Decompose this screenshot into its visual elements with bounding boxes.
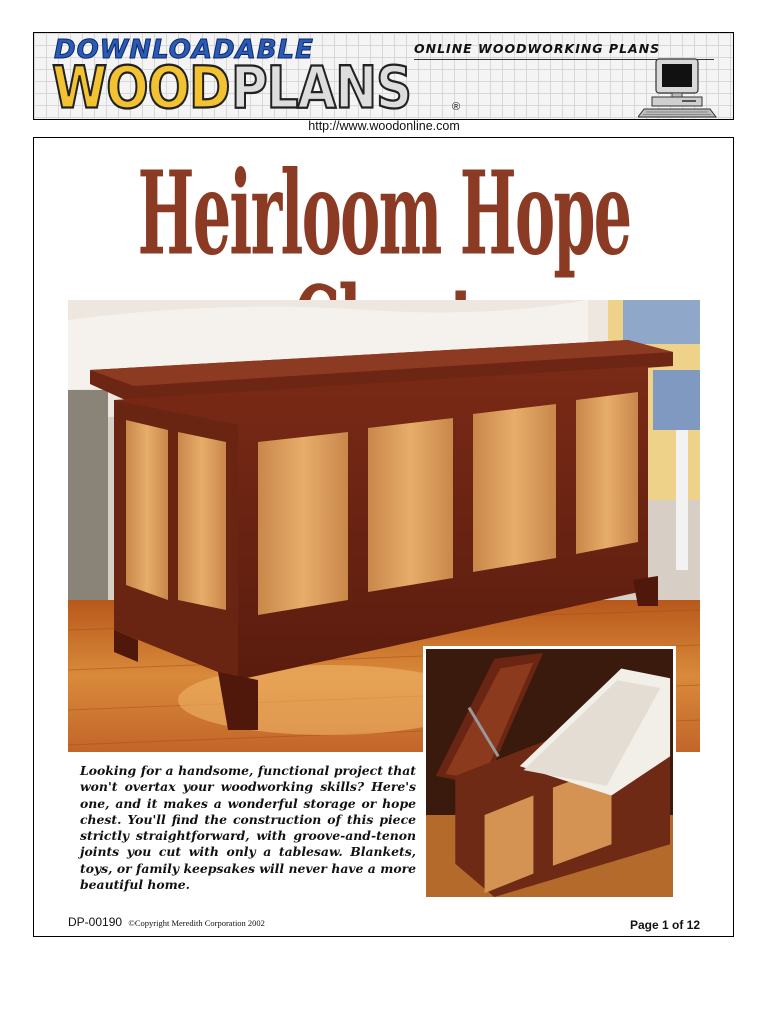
registered-mark: ® [452, 101, 461, 113]
downloadable-wordmark: DOWNLOADABLE [54, 35, 314, 65]
site-url[interactable]: http://www.woodonline.com [308, 119, 460, 133]
tagline: ONLINE WOODWORKING PLANS [414, 41, 661, 56]
wood-wordmark: WOOD [52, 54, 230, 120]
footer-plan-id [68, 915, 265, 929]
copyright-notice: ©Copyright Meredith Corporation 2002 [128, 918, 265, 928]
page-number: Page 1 of 12 [629, 918, 700, 932]
header-banner [33, 32, 734, 120]
intro-paragraph: Looking for a handsome, functional project that won't overtax your woodworking skills? Here's one, and it makes a wonderful storage or hope chest. You'll find the construction of this piece strictly straightforward, with groove-and-tenon joints you cut with only a tablesaw. Blankets, toys, or family keepsakes will never have a more beautiful home. [80, 763, 416, 893]
desktop-computer-icon [638, 57, 718, 119]
open-chest-inset-photo [423, 646, 676, 900]
plans-wordmark: PLANS [231, 54, 412, 120]
plan-number: DP-00190 [68, 915, 123, 929]
page-title: Heirloom Hope [137, 144, 631, 282]
